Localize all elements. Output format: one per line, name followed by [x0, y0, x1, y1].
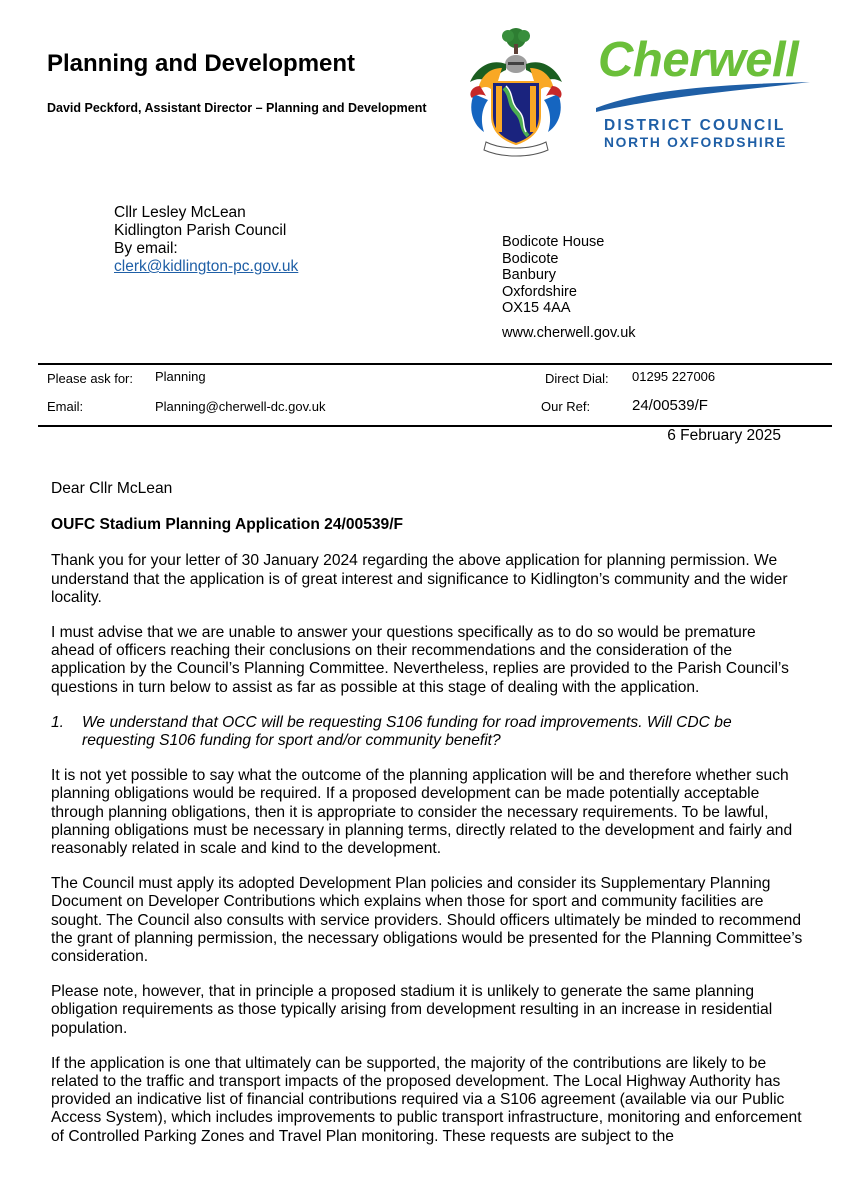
recipient-delivery: By email:	[114, 240, 178, 257]
salutation: Dear Cllr McLean	[51, 480, 173, 497]
paragraph: It is not yet possible to say what the outcome of the planning application will be and therefore whether such planning obligations would be required. If a proposed development can be made potentially acceptable through planning obligations, then it is appropriate to consider the necessary requirements. To be lawful, planning obligations must be necessary in planning terms, directly related to the development and fairly and reasonably related in scale and kind to the development.	[51, 767, 793, 858]
sender-address-line: Bodicote	[502, 250, 559, 267]
logo-line-district: DISTRICT COUNCIL	[604, 117, 786, 134]
sender-website: www.cherwell.gov.uk	[502, 325, 636, 341]
paragraph: If the application is one that ultimately can be supported, the majority of the contributions are likely to be related to the traffic and transport impacts of the proposed development. The Local Highway Authority has provided an indicative list of financial contributions required via a S106 agreement (available via our Public Access System), which includes improvements to public transport infrastructure, monitoring and enforcement of Controlled Parking Zones and Travel Plan monitoring. These requests are subject to the	[51, 1054, 802, 1145]
direct-dial-label: Direct Dial:	[545, 371, 609, 386]
question-number: 1.	[51, 713, 65, 731]
recipient-email-link[interactable]: clerk@kidlington-pc.gov.uk	[114, 258, 299, 275]
recipient-organisation: Kidlington Parish Council	[114, 222, 287, 239]
sender-address-line: OX15 4AA	[502, 300, 571, 317]
direct-dial-value: 01295 227006	[632, 369, 716, 384]
question-text: We understand that OCC will be requesting S106 funding for road improvements. Will CDC be requesting S106 funding for sport and/or community benefit?	[82, 713, 732, 750]
sender-address-line: Banbury	[502, 267, 557, 284]
coat-of-arms-icon	[462, 24, 570, 160]
recipient-name: Cllr Lesley McLean	[114, 204, 246, 221]
sender-address	[502, 234, 604, 317]
letter-date: 6 February 2025	[667, 427, 781, 444]
our-ref-label: Our Ref:	[541, 399, 591, 414]
officer-line: David Peckford, Assistant Director – Planning and Development	[47, 101, 427, 115]
sender-address-line: Oxfordshire	[502, 283, 577, 300]
paragraph: I must advise that we are unable to answer your questions specifically as to do so would be premature ahead of officers reaching their conclusions on their recommendations and the consideration of the application by the Council’s Planning Committee. Nevertheless, replies are provided to the Parish Council’s questions in turn below to assist as far as possible at this stage of dealing with the application.	[51, 624, 789, 696]
logo-line-oxfordshire: NORTH OXFORDSHIRE	[604, 135, 787, 150]
cherwell-logo	[596, 33, 816, 158]
our-ref-value: 24/00539/F	[632, 397, 708, 414]
paragraph: Thank you for your letter of 30 January 2024 regarding the above application for planning permission. We understand that the application is of great interest and significance to Kidlington’s community and the wider locality.	[51, 552, 788, 606]
email-value: Planning@cherwell-dc.gov.uk	[155, 399, 326, 414]
logo-swoosh-icon	[596, 82, 812, 112]
sender-address-line: Bodicote House	[502, 234, 605, 250]
ask-for-label: Please ask for:	[47, 371, 133, 386]
letter-body	[51, 480, 803, 1163]
email-label: Email:	[47, 399, 84, 414]
recipient-address	[114, 204, 298, 276]
question-item	[51, 714, 803, 750]
department-title: Planning and Development	[47, 50, 356, 77]
paragraph: Please note, however, that in principle a proposed stadium it is unlikely to generate the same planning obligation requirements as those typically arising from development resulting in an increase in residential population.	[51, 983, 773, 1037]
letter-subject: OUFC Stadium Planning Application 24/00539/F	[51, 516, 404, 534]
paragraph: The Council must apply its adopted Development Plan policies and consider its Supplementary Planning Document on Developer Contributions which explains when those for sport and community facilities are sought. The Council also consults with service providers. Should officers ultimately be minded to recommend the grant of planning permission, the necessary obligations would be presented for the Planning Committee’s consideration.	[51, 875, 803, 966]
ask-for-value: Planning	[155, 369, 206, 384]
logo-wordmark: Cherwell	[598, 33, 799, 87]
reference-top-rule	[38, 363, 832, 365]
